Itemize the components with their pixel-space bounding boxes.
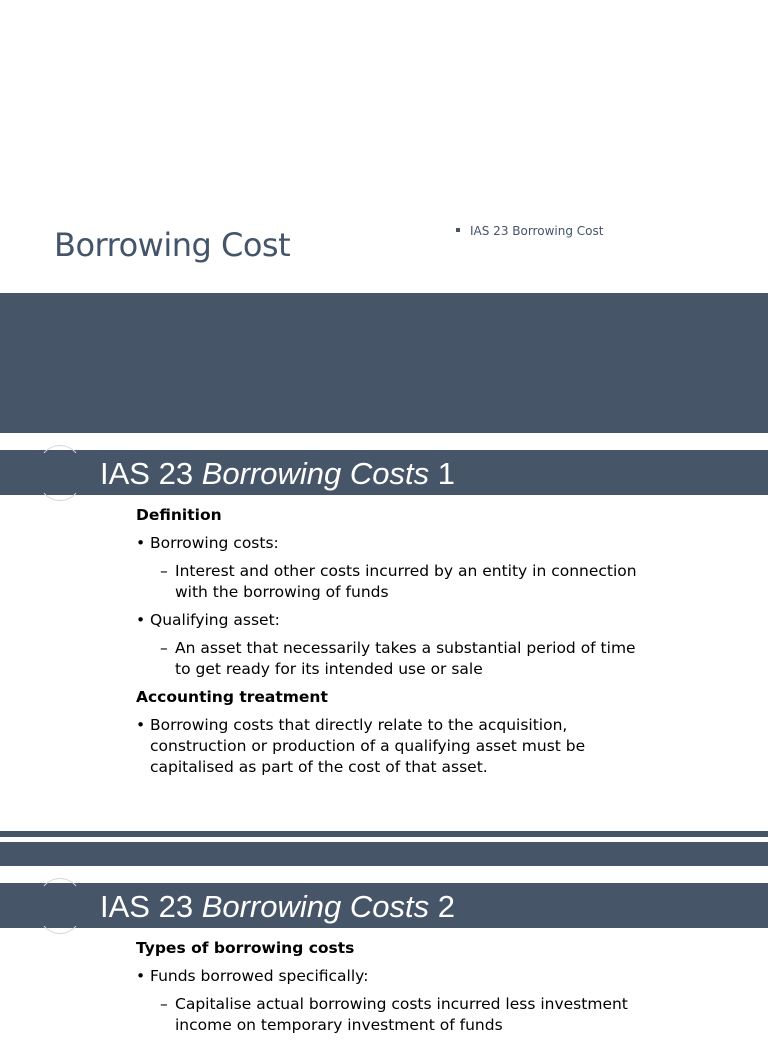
subtitle-text: IAS 23 Borrowing Cost <box>470 224 604 238</box>
slide-subtitle-item <box>456 224 603 238</box>
circle-decoration-icon <box>36 878 84 934</box>
sub-bullet-item: – Interest and other costs incurred by an entity in connection with the borrowing of funds <box>136 561 656 603</box>
slide-separator <box>0 831 768 837</box>
slide-separator <box>0 842 768 866</box>
heading-italic: Borrowing Costs <box>201 456 430 491</box>
circle-decoration-icon <box>36 445 84 501</box>
slide-title: Borrowing Cost <box>54 226 291 264</box>
sub-bullet-item: – Capitalise actual borrowing costs incurred less investment income on temporary investment of funds <box>136 994 656 1036</box>
heading-prefix: IAS 23 <box>100 456 194 491</box>
bullet-item: • Borrowing costs: <box>136 533 656 554</box>
section-heading: Accounting treatment <box>136 688 328 706</box>
bullet-item: • Funds borrowed specifically: <box>136 966 656 987</box>
slide-heading <box>100 456 455 492</box>
bullet-item: • Borrowing costs that directly relate to the acquisition, construction or production of a qualifying asset must be capitalised as part of the cost of that asset. <box>136 715 656 778</box>
heading-number: 2 <box>437 889 455 924</box>
heading-number: 1 <box>437 456 455 491</box>
section-heading: Definition <box>136 506 222 524</box>
heading-prefix: IAS 23 <box>100 889 194 924</box>
square-bullet-icon <box>456 228 460 232</box>
heading-italic: Borrowing Costs <box>201 889 430 924</box>
slide-body <box>136 505 656 785</box>
bullet-item: • Qualifying asset: <box>136 610 656 631</box>
slide-header <box>0 450 768 495</box>
sub-bullet-item: – An asset that necessarily takes a substantial period of time to get ready for its intended use or sale <box>136 638 656 680</box>
slide-body <box>136 938 656 1043</box>
slide-heading <box>100 889 455 925</box>
slide-header <box>0 883 768 928</box>
section-heading: Types of borrowing costs <box>136 939 355 957</box>
title-slide-band <box>0 293 768 433</box>
